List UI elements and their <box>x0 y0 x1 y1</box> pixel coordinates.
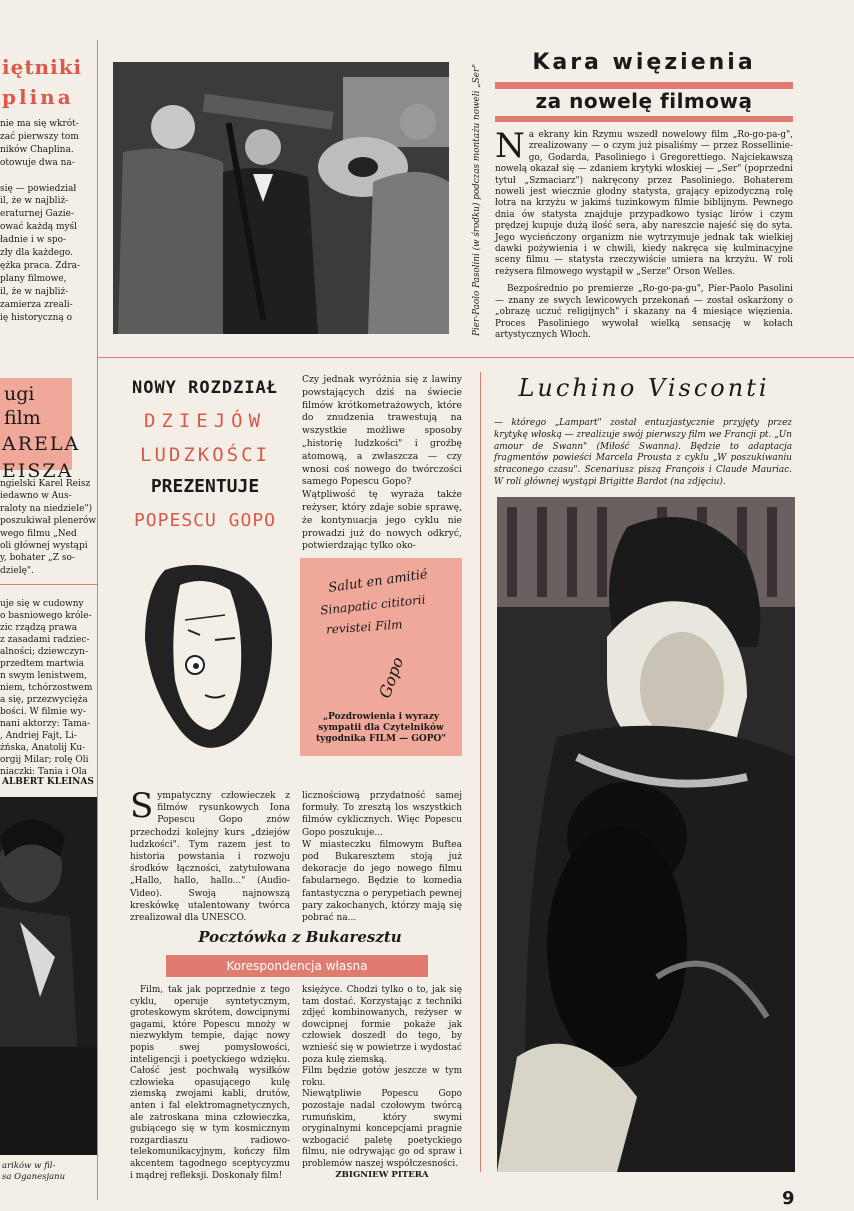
lc-mid-line: y, bohater „Z so- <box>0 553 75 564</box>
popescu-para-b: licznościową przydatność samej formuły. To zresztą los wszystkich filmów cyklicznych. Więc Popescu Gopo poszukuje... W miasteczku filmowym Buftea pod Bukaresztem stoją już dekoracje do jego nowego filmu fabularnego. Będzie to komedia fantastyczna o perypetiach pewnej pary zakochanych, którzy mają się pobrać na... <box>302 791 462 924</box>
popescu-author: ZBIGNIEW PITERA <box>335 1170 429 1180</box>
lc-top-line: ładnie i w spo- <box>0 235 67 246</box>
pasolini-title-bar-2 <box>495 116 793 122</box>
popescu-h2: DZIEJÓW <box>143 410 267 432</box>
pasolini-title-l2: za nowelę filmową <box>535 89 753 113</box>
lc-top-line: zły dla każdego. <box>0 248 74 259</box>
lc-low-line: nani aktorzy: Tama- <box>0 719 91 729</box>
lc-mid-line: raloty na niedziele") <box>0 503 93 514</box>
left-red-box <box>0 378 81 482</box>
pasolini-vertical-caption: Pier-Paolo Pasolini (w środku) podczas montażu noweli „Ser" <box>472 63 482 336</box>
popescu-h5: POPESCU GOPO <box>133 510 277 531</box>
pasolini-body <box>495 126 793 341</box>
popescu-para-a <box>130 786 290 924</box>
lc-top-line: nie ma się wkrót- <box>0 119 79 129</box>
correspondence-banner-label: Korespondencja własna <box>226 959 368 973</box>
lc-low-line: zic rządzą prawa <box>0 623 78 633</box>
lc-low-line: orgij Milar; rolę Oli <box>0 755 89 765</box>
lc-top-line: il, że w najbliż- <box>0 286 69 297</box>
lc-mid-line: iedawno w Aus- <box>0 491 72 502</box>
left-signature: ALBERT KLEINAS <box>2 777 94 787</box>
lc-top-line: ować każdą myśl <box>0 222 78 233</box>
lc-top-line: plany filmowe, <box>0 273 67 284</box>
lc-top-line: otowuje dwa na- <box>0 157 75 168</box>
lc-mid-line: dzielę". <box>0 565 34 576</box>
lc-low-line: przedtem martwia <box>0 659 84 669</box>
autograph-caption: „Pozdrowienia i wyrazy sympatii dla Czytelników tygodnika FILM — GOPO" <box>315 712 447 744</box>
pasolini-title-l1: Kara więzienia <box>532 50 756 75</box>
column-rule-left <box>97 40 98 1200</box>
pasolini-photo <box>113 62 449 334</box>
lc-mid-line: poszukiwał plenerów <box>0 516 96 527</box>
left-bottom-photo <box>0 797 97 1155</box>
pasolini-title-bar <box>495 82 793 89</box>
lc-top-line: ię historyczną o <box>0 312 73 323</box>
left-top-text <box>0 118 96 325</box>
popescu-h4: PREZENTUJE <box>150 476 260 497</box>
visconti-intro: — którego „Lampart" został entuzjastycznie przyjęty przez krytykę włoską — zrealizuje swój pierwszy film we Francji pt. „Un amour de Swann" (Miłość Swanna). Będzie to adaptacja fragmentów powieści Marcela Prousta z cyklu „W poszukiwaniu straconego czasu". Scenariusz piszą François i Claude Mauriac. W roli głównej wystąpi Brigitte Bardot (na zdjęciu). <box>494 418 792 487</box>
left-mid-text <box>0 478 96 577</box>
left-title-l1: iętniki <box>2 55 83 79</box>
lc-low-line: , Andriej Fajt, Li- <box>0 731 77 741</box>
lc-mid-line: oli głównej wystąpi <box>0 541 88 552</box>
page-number: 9 <box>782 1188 795 1209</box>
lc-top-line: il, że w najbliż- <box>0 196 69 207</box>
autograph-l3: revistei Film <box>325 617 403 637</box>
left-caption-l2: sa Oganesjanu <box>2 1172 66 1182</box>
popescu-h1: NOWY ROZDZIAŁ <box>131 378 279 398</box>
bardot-photo <box>497 497 795 1172</box>
pasolini-para1: a ekrany kin Rzymu wszedł nowelowy film „Ro-go-pa-g", zrealizowany — o czym już pisaliśmy — przez Rossellinie-go, Godarda, Pasoliniego i Gregorettiego. Najciekawszą nowelą okazał się — zdaniem krytyki włoskiej — „Ser" (poprzedni tytuł „Szmaciarz") nakręcony przez Pasoliniego. Bohaterem noweli jest wiecznie głodny statysta, grający epizodyczną rolę łotra na krzyżu w jakimś tuzinkowym filmie biblijnym. Pewnego dnia ów statysta znajduje przypadkowo tysiąc lirów i czym prędzej kupuje dużą ilość sera, aby nareszcie najeść się do syta. Jego wycieńczony organizm nie wytrzymuje jednak tak wielkiej dawki pożywienia i w chwili, kiedy nakręca się kulminacyjne sceny filmu — statysta rzeczywiście umiera na krzyżu. W roli reżysera filmowego wystąpił w „Serze" Orson Welles. <box>495 130 793 277</box>
lc-top-line <box>0 170 96 183</box>
lc-top-line: eraturnej Gazie- <box>0 209 75 220</box>
pasolini-dropcap: N <box>495 126 525 166</box>
box-l1: ugi film <box>4 383 41 429</box>
lc-low-line: niaczki: Tania i Ola <box>0 767 87 777</box>
lc-low-line: żńska, Anatolij Ku- <box>0 743 86 753</box>
lc-top-line: ężka praca. Zdra- <box>0 260 81 271</box>
lc-mid-line: ngielski Karel Reisz <box>0 479 91 489</box>
lc-top-line: się — powiedział <box>0 183 77 194</box>
correspondence-banner <box>166 955 428 977</box>
left-title-l2: plina <box>2 85 74 109</box>
lc-low-line: uje się w cudowny <box>0 599 84 609</box>
lc-top-line: zać pierwszy tom <box>0 131 79 142</box>
autograph-l1: Salut en amitié <box>327 567 429 596</box>
popescu-bottom-right: księżyce. Chodzi tylko o to, jak się tam dostać. Korzystając z techniki zdjęć kombinowanych, reżyser w dowcipnej formie pokaże jak człowiek doszedł do tego, by wznieść się w powietrze i wydostać poza kulę ziemską. Film będzie gotów jeszcze w tym roku. Niewątpliwie Popescu Gopo pozostaje nadal czołowym twórcą rumuńskim, który swymi oryginalnymi koncepcjami pragnie wzbogacić paletę poetyckiego filmu, nie odrywając go od spraw i problemów naszej współczesności. <box>302 985 462 1169</box>
postcard-title: Pocztówka z Bukaresztu <box>198 928 402 946</box>
column-rule-center <box>480 372 481 1172</box>
autograph-l2: Sinapatic cititorii <box>319 592 427 618</box>
gopo-cartoon <box>130 560 280 760</box>
section-rule-mid <box>98 357 854 358</box>
left-divider <box>0 584 98 585</box>
lc-mid-line: wego filmu „Ned <box>0 528 77 539</box>
popescu-dropcap: S <box>130 786 154 826</box>
popescu-bottom-left: Film, tak jak poprzednie z tego cyklu, operuje syntetycznym, groteskowym skrótem, dowcipnymi gagami, które Popescu mnoży w niezwykłym tempie, dając nowy popis swej pomysłowości, inteligencji i poetyckiego wdzięku. Całość jest pochwałą wysiłków człowieka opasującego kulę ziemską zwojami kabli, drutów, anten i fal elektromagnetycznych, ale zatroskana mina człowieczka, gubiącego się w tym kosmicznym rozgardiaszu radiowo-telekomunikacyjnym, kończy film akcentem tagodnego sceptycyzmu i mądrej refleksji. Doskonały film! <box>130 985 290 1181</box>
popescu-para-a-text: ympatyczny człowieczek z filmów rysunkowych Iona Popescu Gopo znów przechodzi kolejny kurs „dziejów ludzkości". Tym razem jest to historia powstania i rozwoju środków łączności, zatytułowana „Hallo, hallo, hallo..." (Audio-Video). Swoją najnowszą kreskówkę utalentowany twórca zrealizował dla UNESCO. <box>130 791 290 924</box>
popescu-col2-text: Czy jednak wyróżnia się z lawiny powstających dziś na świecie filmów krótkometrażowych, które do znudzenia trawestują na wszystkie możliwe sposoby „historię ludzkości" i groźbę atomową, a zwłaszcza — czy wnosi coś nowego do twórczości samego Popescu Gopo? Wątpliwość tę wyraża także reżyser, który zdaje sobie sprawę, że kontynuacja jego cyklu nie prowadzi już do nowych odkryć, potwierdzając tylko oko- <box>302 374 462 552</box>
visconti-title: Luchino Visconti <box>518 374 770 402</box>
popescu-h3: LUDZKOŚCI <box>140 444 270 466</box>
lc-low-line: alności; dziewczyn- <box>0 647 89 657</box>
autograph-box <box>300 558 462 756</box>
left-caption-l1: arików w fil- <box>2 1161 56 1171</box>
lc-low-line: a się, przezwycięża <box>0 695 88 705</box>
lc-low-line: bości. W filmie wy- <box>0 707 86 717</box>
lc-low-line: o basniowego króle- <box>0 611 92 621</box>
box-l3: EISZA <box>2 460 74 482</box>
autograph-signature: Gopo <box>374 654 408 701</box>
lc-low-line: z zasadami radziec- <box>0 635 90 645</box>
lc-low-line: n swym lenistwem, <box>0 671 87 681</box>
lc-low-line: niem, tchórzostwem <box>0 683 93 693</box>
left-column <box>0 0 100 1211</box>
pasolini-para2: Bezpośrednio po premierze „Ro-go-pa-gu", Pier-Paolo Pasolini — znany ze swych lewicowych przekonań — został oskarżony o „obrazę uczuć religijnych" i skazany na 4 miesiące więzienia. Proces Pasoliniego wywołał wielką sensację w kołach artystycznych Włoch. <box>495 284 793 340</box>
box-l2: ARELA <box>2 433 81 455</box>
left-low-text <box>0 598 96 778</box>
lc-top-line: ników Chaplina. <box>0 144 74 155</box>
lc-top-line: zamierza zreali- <box>0 299 73 310</box>
